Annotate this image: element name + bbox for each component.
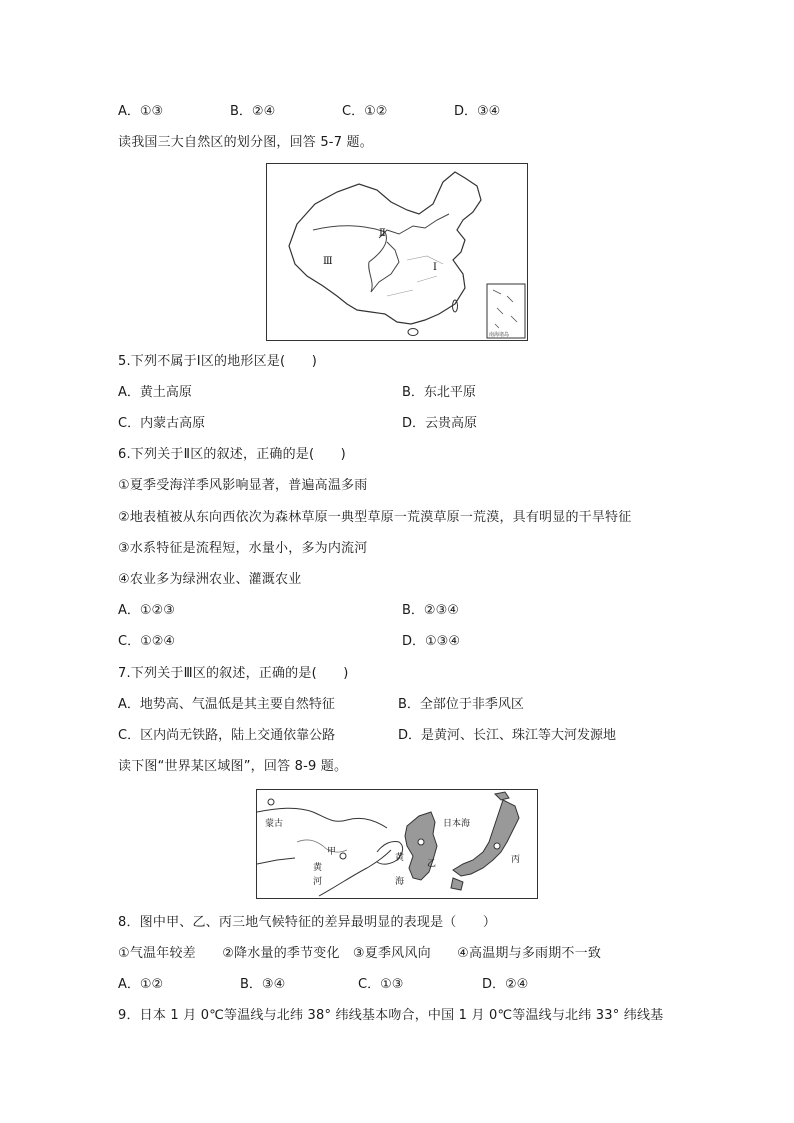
q4-option-c: C．①② [342,104,388,119]
q5-stem: 5.下列不属于Ⅰ区的地形区是( ) [118,354,317,369]
q4-option-b: B．②④ [230,104,276,119]
label-mongolia: 蒙古 [265,819,284,829]
q7-option-d: D．是黄河、长江、珠江等大河发源地 [398,728,617,743]
q5-option-c: C．内蒙古高原 [118,416,206,431]
intro-5-7: 读我国三大自然区的划分图，回答 5-7 题。 [118,135,373,150]
q6-stem: 6.下列关于Ⅱ区的叙述，正确的是( ) [118,447,346,462]
china-natural-regions-map [266,163,528,341]
china-outline-drawing [267,164,527,340]
q7-option-b: B．全部位于非季风区 [398,697,524,712]
q6-statement-3: ③水系特征是流程短，水量小，多为内流河 [118,541,368,556]
q5-option-b: B．东北平原 [402,385,476,400]
q6-option-c: C．①②④ [118,634,176,649]
q6-statement-2: ②地表植被从东向西依次为森林草原一典型草原一荒漠草原一荒漠，具有明显的干旱特征 [118,510,632,525]
region-label-iii: Ⅲ [323,256,333,267]
q9-stem: 9．日本 1 月 0℃等温线与北纬 38° 纬线基本吻合，中国 1 月 0℃等温线与北纬 33° 纬线基 [118,1008,664,1023]
label-huanghai-2: 海 [395,877,405,887]
intro-8-9: 读下图“世界某区域图”，回答 8-9 题。 [118,759,348,774]
q6-option-d: D．①③④ [402,634,460,649]
q4-option-a: A．①③ [118,104,164,119]
q8-option-d: D．②④ [482,977,529,992]
region-label-i: Ⅰ [433,262,437,273]
region-label-ii: Ⅱ [379,228,386,239]
q8-option-b: B．③④ [240,977,286,992]
q6-statement-1: ①夏季受海洋季风影响显著，普遍高温多雨 [118,478,368,493]
q8-stem: 8．图中甲、乙、丙三地气候特征的差异最明显的表现是（ ） [118,915,497,930]
q8-statements: ①气温年较差 ②降水量的季节变化 ③夏季风风向 ④高温期与多雨期不一致 [118,946,602,961]
label-huanghai-1: 黄 [395,853,405,863]
q7-option-c: C．区内尚无铁路，陆上交通依靠公路 [118,728,336,743]
label-jia: 甲 [327,847,337,857]
inset-caption: 南海诸岛 [489,332,510,338]
q7-stem: 7.下列关于Ⅲ区的叙述，正确的是( ) [118,666,349,681]
east-asia-drawing [257,790,537,898]
q6-statement-4: ④农业多为绿洲农业、灌溉农业 [118,572,302,587]
label-yi: 乙 [427,859,437,869]
q6-option-a: A．①②③ [118,603,175,618]
label-japan-sea: 日本海 [443,819,471,829]
label-huanghe-2: 河 [313,877,323,887]
q4-option-d: D．③④ [454,104,501,119]
q5-option-d: D．云贵高原 [402,416,478,431]
label-huanghe-1: 黄 [313,863,323,873]
q6-option-b: B．②③④ [402,603,459,618]
q7-option-a: A．地势高、气温低是其主要自然特征 [118,697,335,712]
q5-option-a: A．黄土高原 [118,385,192,400]
label-bing: 丙 [511,855,521,865]
q8-option-a: A．①② [118,977,164,992]
q8-option-c: C．①③ [358,977,404,992]
world-region-map [256,789,538,899]
